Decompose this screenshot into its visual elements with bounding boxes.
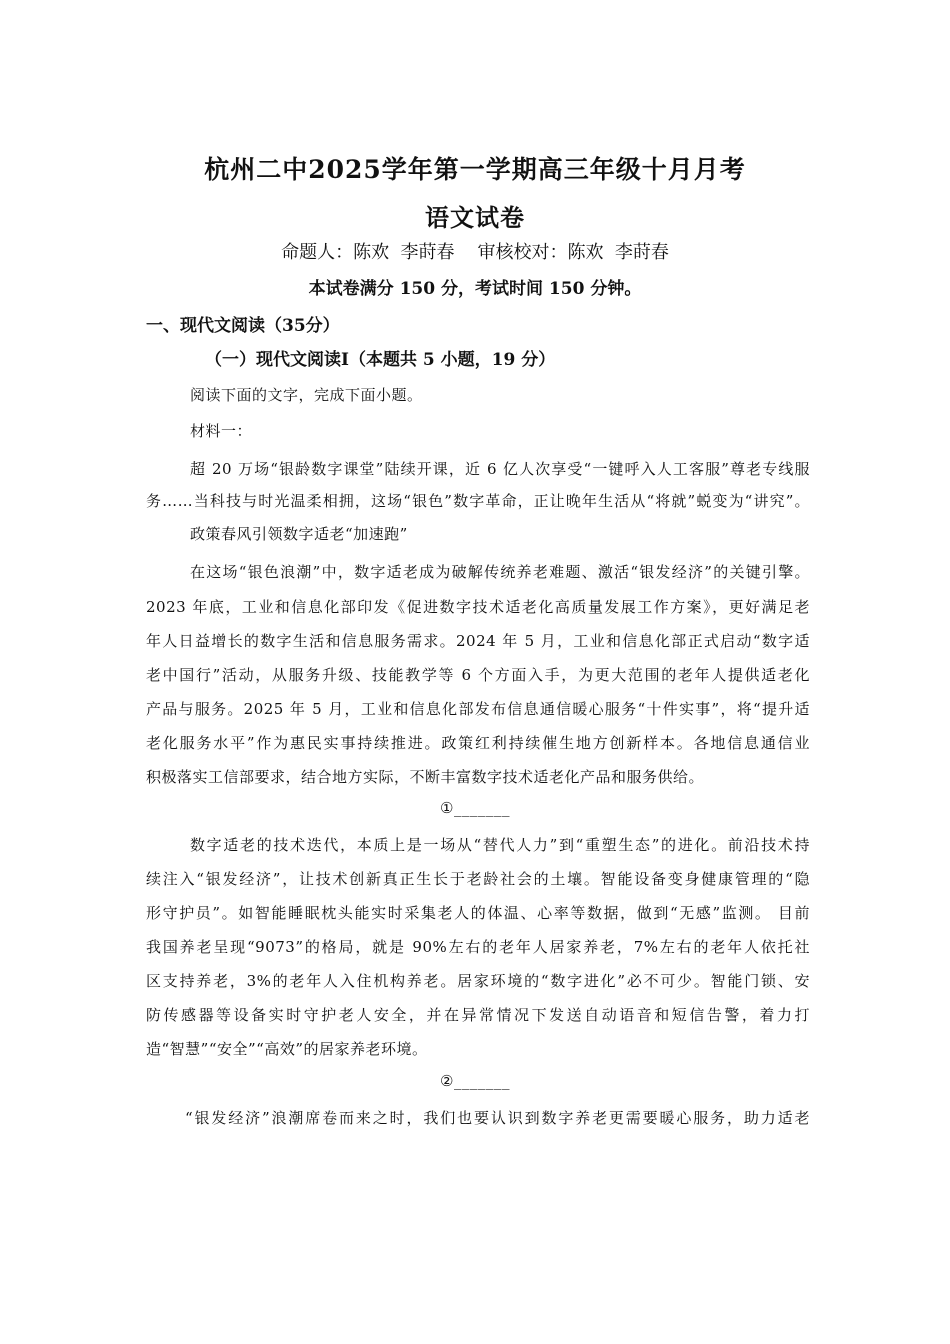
paragraph-line: 在这场“银色浪潮”中，数字适老成为破解传统养老难题、激活“银发经济”的关键引擎。 — [190, 563, 810, 581]
paragraph-line: 防传感器等设备实时守护老人安全，并在异常情况下发送自动语音和短信告警，着力打 — [146, 1006, 810, 1024]
section-heading: 一、现代文阅读（35分） — [146, 316, 340, 336]
paragraph-line: 我国养老呈现“9073”的格局，就是 90%左右的老年人居家养老，7%左右的老年人依托社 — [146, 938, 810, 956]
exam-subject: 语文试卷 — [425, 203, 525, 232]
paragraph-line: 老中国行”活动，从服务升级、技能教学等 6 个方面入手，为更大范围的老年人提供适老化 — [146, 666, 810, 684]
blank-heading-2: ②_______ — [440, 1072, 510, 1090]
exam-title: 杭州二中2025学年第一学期高三年级十月月考 — [204, 155, 746, 184]
blank-heading-1: ①_______ — [440, 799, 510, 817]
material-label: 材料一： — [190, 422, 253, 440]
paragraph-line: 造“智慧”“安全”“高效”的居家养老环境。 — [146, 1040, 428, 1058]
paragraph-line: 积极落实工信部要求，结合地方实际，不断丰富数字技术适老化产品和服务供给。 — [146, 768, 705, 786]
paragraph-line: 超 20 万场“银龄数字课堂”陆续开课，近 6 亿人次享受“一键呼入人工客服”尊老专线服 — [190, 460, 810, 478]
paragraph-line: “银发经济”浪潮席卷而来之时，我们也要认识到数字养老更需要暖心服务，助力适老 — [185, 1109, 810, 1127]
exam-authors: 命题人：陈欢 李莳春 审核校对：陈欢 李莳春 — [281, 242, 669, 263]
paragraph-line: 老化服务水平”作为惠民实事持续推进。政策红利持续催生地方创新样本。各地信息通信业 — [146, 734, 810, 752]
paragraph-line: 区支持养老，3%的老年人入住机构养老。居家环境的“数字进化”必不可少。智能门锁、安 — [146, 972, 810, 990]
paragraph-line: 数字适老的技术迭代，本质上是一场从“替代人力”到“重塑生态”的进化。前沿技术持 — [190, 836, 810, 854]
exam-score-time: 本试卷满分 150 分，考试时间 150 分钟。 — [308, 279, 642, 299]
paragraph-line: 年人日益增长的数字生活和信息服务需求。2024 年 5 月，工业和信息化部正式启动“数字适 — [146, 632, 810, 650]
paragraph-subheading: 政策春风引领数字适老“加速跑” — [190, 525, 408, 543]
paragraph-line: 续注入“银发经济”，让技术创新真正生长于老龄社会的土壤。智能设备变身健康管理的“隐 — [146, 870, 810, 888]
paragraph-line: 形守护员”。如智能睡眠枕头能实时采集老人的体温、心率等数据，做到“无感”监测。 目前 — [146, 904, 810, 922]
paragraph-line: 2023 年底，工业和信息化部印发《促进数字技术适老化高质量发展工作方案》，更好满足老 — [146, 598, 810, 616]
reading-instruction: 阅读下面的文字，完成下面小题。 — [190, 386, 423, 404]
paragraph-line: 务……当科技与时光温柔相拥，这场“银色”数字革命，正让晚年生活从“将就”蜕变为“讲究”。 — [146, 492, 810, 510]
paragraph-line: 产品与服务。2025 年 5 月，工业和信息化部发布信息通信暖心服务“十件实事”，将“提升适 — [146, 700, 810, 718]
subsection-heading: （一）现代文阅读Ⅰ（本题共 5 小题，19 分） — [205, 350, 556, 370]
